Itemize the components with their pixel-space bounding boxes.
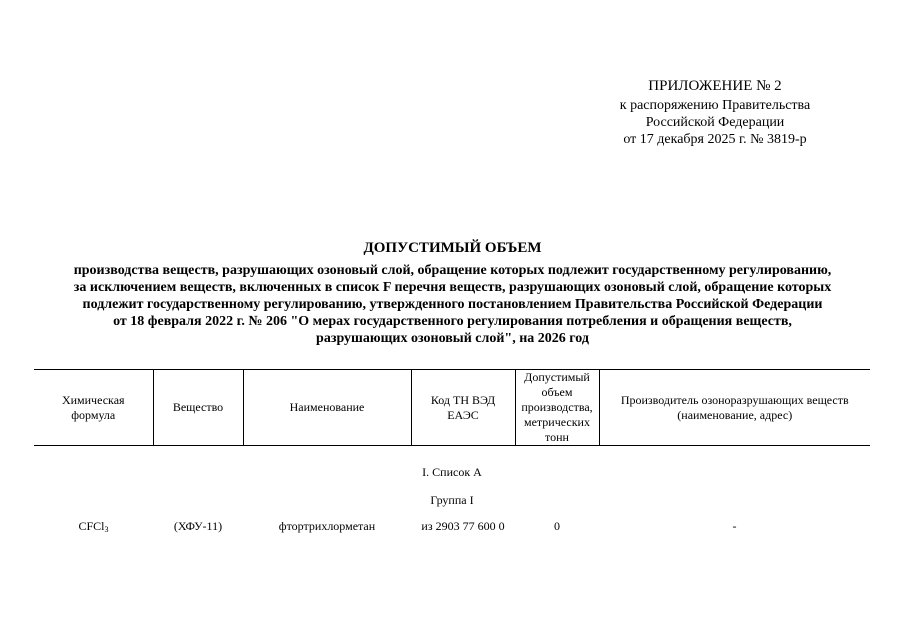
section-row [34,446,870,484]
group-row [34,483,870,512]
appendix-line-2: Российской Федерации [645,115,785,130]
appendix-number: ПРИЛОЖЕНИЕ № 2 [648,78,782,94]
header-tn-ved-code: Код ТН ВЭД ЕАЭС [411,370,515,446]
cell-name: фтортрихлорметан [278,518,376,533]
appendix-block [590,78,840,148]
document-subtitle [30,262,875,347]
table-row [34,512,870,537]
subtitle-line-2: за исключением веществ, включенных в список F перечня веществ, разрушающих озоновый слой, обращение которых [73,280,832,295]
cell-formula: CFCl$_3$ [78,518,109,534]
header-substance: Вещество [153,370,243,446]
header-name: Наименование [243,370,411,446]
cell-substance: (ХФУ-11) [173,518,223,533]
section-title: I. Список А [422,464,482,479]
subtitle-line-5: разрушающих озоновый слой", на 2026 год [316,331,589,346]
subtitle-line-1: производства веществ, разрушающих озоновый слой, обращение которых подлежит государственному регулированию, [73,263,832,278]
table-header-row [34,370,870,446]
document-title: ДОПУСТИМЫЙ ОБЪЕМ [363,240,542,256]
cell-code: из 2903 77 600 0 [421,518,505,533]
appendix-line-3: от 17 декабря 2025 г. № 3819-р [623,132,807,147]
subtitle-line-3: подлежит государственному регулированию, утвержденного постановлением Правительства Российской Федерации [82,297,823,312]
appendix-line-1: к распоряжению Правительства [619,98,811,113]
volume-table [34,369,870,537]
header-allowed-volume: Допустимый объем производства, метрических тонн [515,370,599,446]
cell-producer: - [732,518,737,533]
cell-volume: 0 [554,518,560,533]
group-title: Группа I [430,492,474,507]
header-chemical-formula: Химическая формула [34,370,153,446]
subtitle-line-4: от 18 февраля 2022 г. № 206 "О мерах государственного регулирования потребления и обращения веществ, [113,314,792,329]
header-producer: Производитель озоноразрушающих веществ (наименование, адрес) [599,370,870,446]
